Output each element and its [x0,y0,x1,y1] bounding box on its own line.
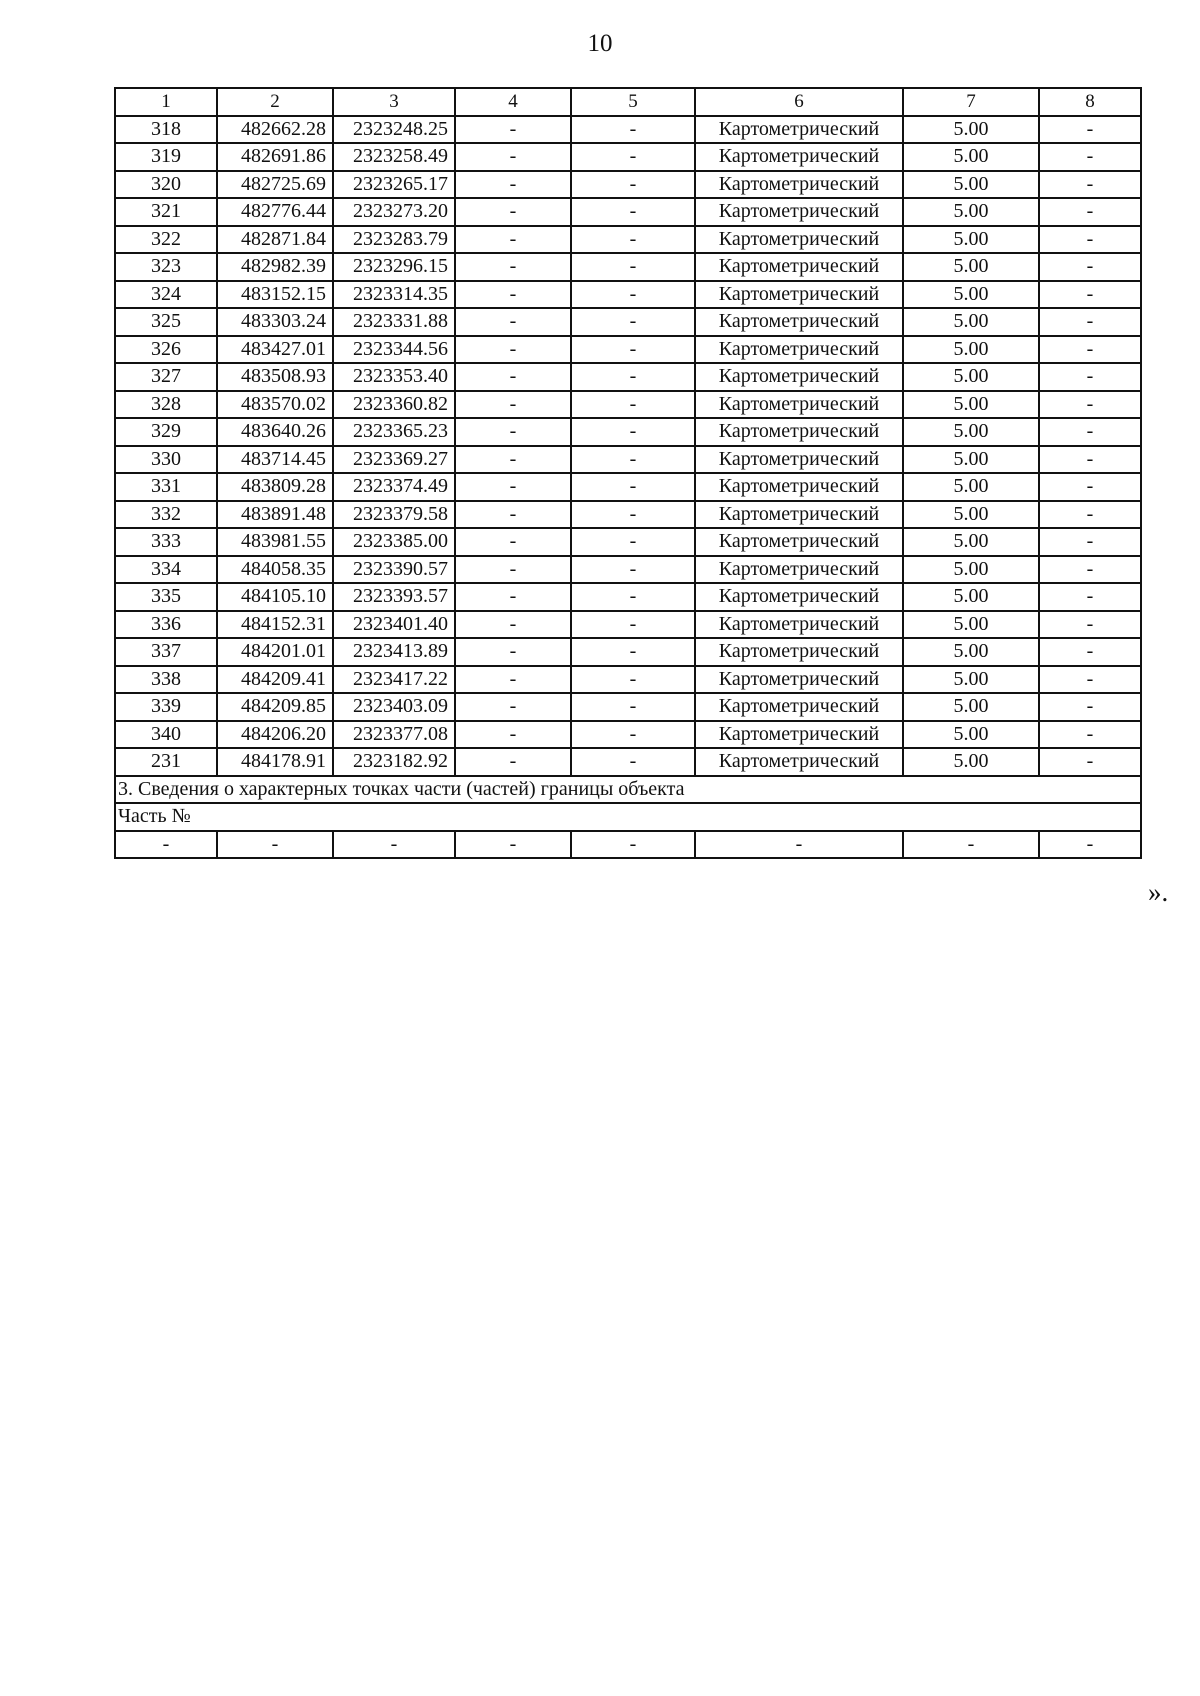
table-cell: 340 [115,721,217,749]
table-cell: 337 [115,638,217,666]
table-cell: - [1039,473,1141,501]
table-row [115,336,1141,364]
table-row [115,143,1141,171]
column-header: 8 [1039,88,1141,116]
table-cell: - [455,638,571,666]
table-cell: 483891.48 [217,501,333,529]
table-cell: 2323377.08 [333,721,455,749]
table-cell: 5.00 [903,666,1039,694]
table-cell: - [1039,528,1141,556]
table-cell: 484058.35 [217,556,333,584]
table-cell: - [571,501,695,529]
table-cell: 2323374.49 [333,473,455,501]
table-row [115,473,1141,501]
table-cell: 231 [115,748,217,776]
table-cell: 5.00 [903,253,1039,281]
table-cell: - [455,556,571,584]
table-cell: - [1039,748,1141,776]
table-cell: 321 [115,198,217,226]
table-cell: - [1039,693,1141,721]
table-cell: - [455,501,571,529]
table-cell: 483570.02 [217,391,333,419]
column-header: 2 [217,88,333,116]
table-cell: - [1039,308,1141,336]
table-cell: 2323390.57 [333,556,455,584]
table-cell: 2323314.35 [333,281,455,309]
table-cell: 5.00 [903,556,1039,584]
table-cell: - [571,171,695,199]
table-cell: 2323379.58 [333,501,455,529]
table-row [115,391,1141,419]
table-cell: - [695,831,903,859]
table-row [115,308,1141,336]
table-cell: 327 [115,363,217,391]
table-cell: 484152.31 [217,611,333,639]
table-cell: 5.00 [903,693,1039,721]
table-cell: - [1039,583,1141,611]
table-cell: 483303.24 [217,308,333,336]
table-cell: 320 [115,171,217,199]
table-body [115,88,1141,858]
table-cell: 5.00 [903,748,1039,776]
table-cell: 484178.91 [217,748,333,776]
table-cell: - [455,721,571,749]
table-cell: 336 [115,611,217,639]
table-row [115,501,1141,529]
table-cell: - [1039,446,1141,474]
table-cell: - [1039,253,1141,281]
table-cell: - [1039,831,1141,859]
table-cell: - [455,226,571,254]
table-cell: 5.00 [903,143,1039,171]
table-cell: 5.00 [903,116,1039,144]
table-cell: - [1039,198,1141,226]
table-cell: - [1039,611,1141,639]
table-row [115,611,1141,639]
table-cell: Картометрический [695,198,903,226]
table-cell: - [455,363,571,391]
table-cell: 339 [115,693,217,721]
part-label: Часть № [115,803,1141,831]
table-cell: 5.00 [903,226,1039,254]
table-cell: - [455,446,571,474]
table-cell: 2323360.82 [333,391,455,419]
table-cell: 335 [115,583,217,611]
closing-quote: ». [1148,877,1169,907]
table-cell: 329 [115,418,217,446]
table-cell: - [455,143,571,171]
table-cell: Картометрический [695,116,903,144]
table-cell: 484206.20 [217,721,333,749]
table-cell: 2323182.92 [333,748,455,776]
table-cell: - [455,693,571,721]
table-cell: - [903,831,1039,859]
table-cell: - [571,748,695,776]
table-cell: - [455,666,571,694]
table-cell: 5.00 [903,501,1039,529]
table-cell: - [455,116,571,144]
table-row [115,721,1141,749]
table-cell: 2323273.20 [333,198,455,226]
section-heading: 3. Сведения о характерных точках части (частей) границы объекта [115,776,1141,804]
table-cell: Картометрический [695,501,903,529]
table-cell: 5.00 [903,171,1039,199]
table-cell: Картометрический [695,391,903,419]
table-cell: - [571,418,695,446]
table-cell: Картометрический [695,473,903,501]
table-cell: - [571,611,695,639]
table-cell: 324 [115,281,217,309]
table-row [115,666,1141,694]
table-cell: 332 [115,501,217,529]
table-cell: Картометрический [695,556,903,584]
table-cell: 5.00 [903,198,1039,226]
table-row [115,693,1141,721]
table-cell: 2323258.49 [333,143,455,171]
table-cell: - [1039,281,1141,309]
boundary-points-table [114,87,1142,859]
table-cell: Картометрический [695,638,903,666]
table-cell: - [1039,721,1141,749]
table-cell: - [217,831,333,859]
table-cell: Картометрический [695,171,903,199]
table-cell: 483809.28 [217,473,333,501]
table-cell: - [1039,556,1141,584]
table-cell: - [571,693,695,721]
table-cell: Картометрический [695,446,903,474]
table-cell: - [1039,501,1141,529]
table-row [115,638,1141,666]
table-row [115,281,1141,309]
table-cell: - [1039,143,1141,171]
table-cell: 483981.55 [217,528,333,556]
table-row [115,528,1141,556]
table-cell: - [1039,418,1141,446]
table-row [115,116,1141,144]
table-cell: 322 [115,226,217,254]
column-header: 6 [695,88,903,116]
column-header: 5 [571,88,695,116]
table-cell: - [571,583,695,611]
table-cell: 482691.86 [217,143,333,171]
table-cell: - [571,446,695,474]
table-cell: 5.00 [903,363,1039,391]
table-cell: Картометрический [695,363,903,391]
table-cell: - [571,308,695,336]
part-label-row [115,803,1141,831]
table-cell: 323 [115,253,217,281]
table-cell: Картометрический [695,418,903,446]
table-cell: - [571,363,695,391]
table-cell: 319 [115,143,217,171]
table-cell: Картометрический [695,693,903,721]
table-cell: 483508.93 [217,363,333,391]
table-cell: 2323393.57 [333,583,455,611]
table-cell: 2323248.25 [333,116,455,144]
table-cell: - [1039,363,1141,391]
table-cell: 5.00 [903,418,1039,446]
table-cell: Картометрический [695,611,903,639]
table-cell: 5.00 [903,611,1039,639]
table-cell: 331 [115,473,217,501]
table-cell: 2323365.23 [333,418,455,446]
table-cell: - [571,556,695,584]
table-cell: - [455,831,571,859]
empty-row [115,831,1141,859]
table-cell: - [1039,638,1141,666]
table-row [115,418,1141,446]
table-cell: 482776.44 [217,198,333,226]
table-row [115,363,1141,391]
table-cell: 325 [115,308,217,336]
table-cell: 483152.15 [217,281,333,309]
table-cell: - [571,666,695,694]
table-cell: - [1039,171,1141,199]
table-cell: 5.00 [903,308,1039,336]
table-cell: 5.00 [903,528,1039,556]
table-cell: 5.00 [903,473,1039,501]
table-cell: - [455,473,571,501]
table-row [115,253,1141,281]
table-cell: Картометрический [695,721,903,749]
table-cell: - [455,308,571,336]
table-row [115,583,1141,611]
table-cell: 2323265.17 [333,171,455,199]
table-cell: 5.00 [903,336,1039,364]
table-cell: 318 [115,116,217,144]
table-cell: 5.00 [903,446,1039,474]
table-cell: - [571,253,695,281]
column-header: 1 [115,88,217,116]
table-cell: - [571,143,695,171]
table-cell: 2323344.56 [333,336,455,364]
table-cell: - [1039,336,1141,364]
table-cell: - [455,281,571,309]
table-cell: 2323417.22 [333,666,455,694]
table-cell: 326 [115,336,217,364]
table-cell: Картометрический [695,226,903,254]
column-header: 4 [455,88,571,116]
table-cell: Картометрический [695,666,903,694]
table-cell: - [1039,116,1141,144]
table-cell: - [571,391,695,419]
table-cell: - [1039,226,1141,254]
table-cell: 333 [115,528,217,556]
table-cell: - [455,748,571,776]
table-cell: - [571,528,695,556]
table-cell: 484105.10 [217,583,333,611]
header-row [115,88,1141,116]
table-cell: - [1039,666,1141,694]
table-cell: - [1039,391,1141,419]
table-cell: - [571,721,695,749]
table-cell: - [571,198,695,226]
table-cell: - [571,831,695,859]
table-cell: 484201.01 [217,638,333,666]
table-cell: 328 [115,391,217,419]
table-cell: 484209.85 [217,693,333,721]
table-cell: Картометрический [695,281,903,309]
table-cell: 2323331.88 [333,308,455,336]
table-cell: 483427.01 [217,336,333,364]
table-cell: 338 [115,666,217,694]
table-cell: - [571,281,695,309]
table-cell: 330 [115,446,217,474]
table-cell: Картометрический [695,336,903,364]
table-cell: Картометрический [695,308,903,336]
column-header: 7 [903,88,1039,116]
table-cell: - [571,638,695,666]
page-number: 10 [587,30,613,57]
table-cell: 5.00 [903,391,1039,419]
table-cell: - [571,473,695,501]
section-heading-row [115,776,1141,804]
table-cell: - [455,611,571,639]
table-row [115,171,1141,199]
table-row [115,198,1141,226]
table-cell: 2323385.00 [333,528,455,556]
table-cell: Картометрический [695,583,903,611]
table-row [115,748,1141,776]
table-cell: 2323401.40 [333,611,455,639]
table-cell: - [455,253,571,281]
table-cell: - [333,831,455,859]
table-cell: 334 [115,556,217,584]
table-cell: - [455,583,571,611]
table-cell: 2323283.79 [333,226,455,254]
table-cell: 2323403.09 [333,693,455,721]
table-cell: 483640.26 [217,418,333,446]
table-row [115,226,1141,254]
table-cell: 2323369.27 [333,446,455,474]
table-cell: 5.00 [903,638,1039,666]
table-cell: - [571,336,695,364]
table-cell: - [455,528,571,556]
table-cell: - [455,391,571,419]
table-cell: Картометрический [695,528,903,556]
table-cell: 483714.45 [217,446,333,474]
table-cell: 5.00 [903,583,1039,611]
table-cell: Картометрический [695,253,903,281]
table-cell: 482662.28 [217,116,333,144]
table-cell: - [115,831,217,859]
table-cell: 2323353.40 [333,363,455,391]
table-cell: 482725.69 [217,171,333,199]
table-cell: Картометрический [695,748,903,776]
table-cell: 2323413.89 [333,638,455,666]
table-cell: 5.00 [903,721,1039,749]
table-cell: - [455,336,571,364]
table-cell: 482871.84 [217,226,333,254]
table-cell: - [571,226,695,254]
table-cell: 482982.39 [217,253,333,281]
table-row [115,556,1141,584]
table-row [115,446,1141,474]
table-cell: 2323296.15 [333,253,455,281]
table-cell: - [455,418,571,446]
table-cell: 5.00 [903,281,1039,309]
table-cell: 484209.41 [217,666,333,694]
table-cell: - [571,116,695,144]
column-header: 3 [333,88,455,116]
table-cell: - [455,198,571,226]
table-cell: Картометрический [695,143,903,171]
table-cell: - [455,171,571,199]
